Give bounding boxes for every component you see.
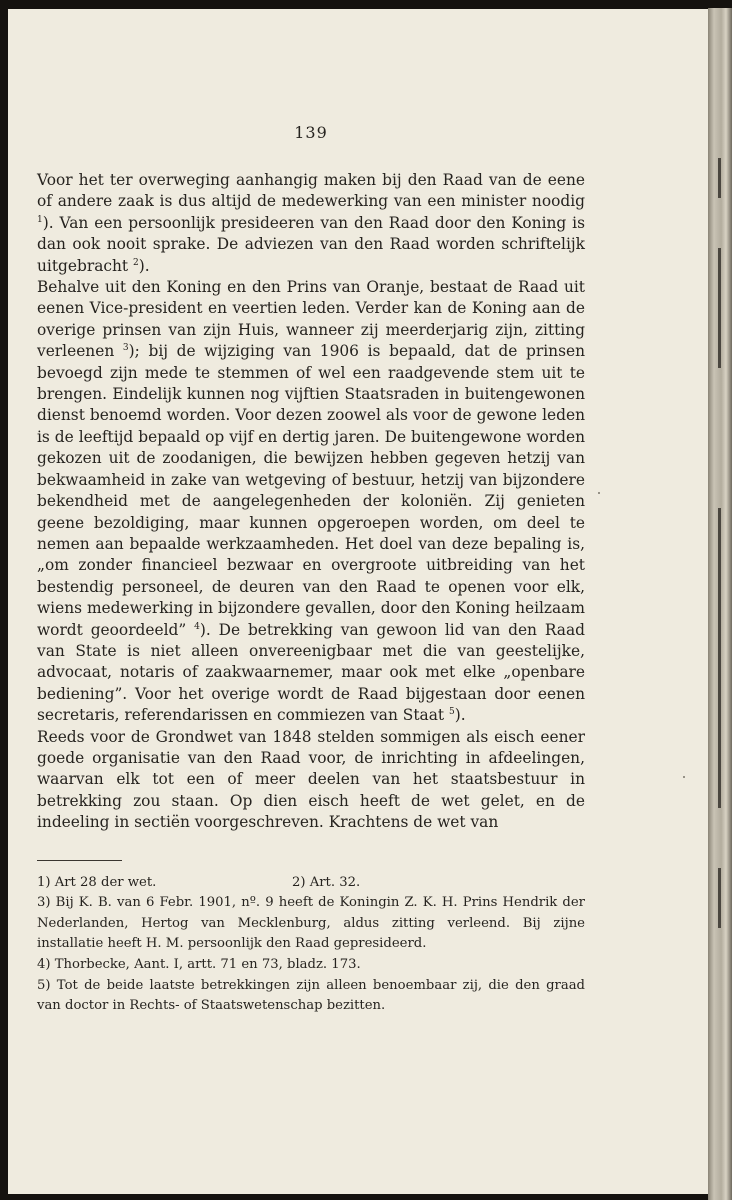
footnote-ref: 3 xyxy=(122,343,129,354)
text-run: ). Van een persoonlijk presideeren van den Raad door den Koning is dan ook nooit sprake. De adviezen van den Raad worden schriftelijk uitgebracht xyxy=(37,213,585,275)
footnote-3: 3) Bij K. B. van 6 Febr. 1901, nº. 9 heeft de Koningin Z. K. H. Prins Hendrik der Nederlanden, Hertog van Mecklenburg, aldus zitting verleend. Bij zijne installatie heeft H. M. persoonlijk den Raad gepresideerd. xyxy=(37,895,585,952)
footnote-rule xyxy=(37,860,122,861)
edge-mark xyxy=(718,158,721,198)
footnote-2: 2) Art. 32. xyxy=(292,874,361,890)
edge-mark xyxy=(718,508,721,808)
text-run: ); bij de wijziging van 1906 is bepaald, dat de prinsen bevoegd zijn mede te stemmen of wel een raadgevende stem uit te brengen. Eindelijk kunnen nog vijftien Staatsraden in buitengewonen dienst benoemd worden. Voor dezen zoowel als voor de gewone leden is de leeftijd bepaald op vijf en dertig jaren. De buitengewone worden gekozen uit de zoodanigen, die bewijzen hebben gegeven hetzij van bekwaamheid in zake van wetgeving of bestuur, hetzij van bijzondere bekendheid met de aangelegenheden der koloniën. Zij genieten geene bezoldiging, maar kunnen opgeroepen worden, om deel te nemen aan bepaalde werkzaamheden. Het doel van deze bepaling is, „om zonder financieel bezwaar en overgroote uitbreiding van het bestendig personeel, de deuren van den Raad te openen voor elk, wiens medewerking in bijzondere gevallen, door den Koning heilzaam wordt geoordeeld” xyxy=(37,342,586,639)
footnote-1: 1) Art 28 der wet. xyxy=(37,874,157,890)
speck xyxy=(598,492,600,494)
paragraph-2 xyxy=(37,277,585,727)
text-run: ). xyxy=(138,256,150,275)
paragraph-1 xyxy=(37,170,585,277)
footnote-ref: 5 xyxy=(448,707,455,718)
speck xyxy=(683,776,685,778)
footnote-ref: 1 xyxy=(37,214,43,225)
footnote-ref: 4 xyxy=(194,621,200,632)
footnote-row xyxy=(37,873,585,894)
paragraph-3: Reeds voor de Grondwet van 1848 stelden sommigen als eisch eener goede organisatie van den Raad voor, de inrichting in afdeelingen, waarvan elk tot een of meer deelen van het staatsbestuur in betrekking zou staan. Op dien eisch heeft de wet gelet, en de indeeling in sectiën voorgeschreven. Krachtens de wet van xyxy=(37,727,585,832)
page-stack-edge xyxy=(708,8,732,1200)
main-text xyxy=(37,170,585,834)
footnotes xyxy=(37,873,585,1017)
footnote-ref: 2 xyxy=(132,257,139,268)
page-text xyxy=(37,123,585,1017)
edge-mark xyxy=(718,868,721,928)
edge-mark xyxy=(718,248,721,368)
page-number: 139 xyxy=(294,123,328,142)
text-run: ). De betrekking van gewoon lid van den Raad van State is niet alleen onvereenigbaar met die van geestelijke, advocaat, notaris of zaakwaarnemer, maar ook met elke „openbare bediening”. Voor het overige wordt de Raad bijgestaan door eenen secretaris, referendarissen en commiezen van Staat xyxy=(37,620,585,725)
text-run: ). xyxy=(454,706,466,725)
text-run: Behalve uit den Koning en den Prins van Oranje, bestaat de Raad uit eenen Vice-president en veertien leden. Verder kan de Koning aan de overige prinsen van zijn Huis, wanneer zij meerderjarig zijn, zitting verleenen xyxy=(37,278,585,361)
footnote-4: 4) Thorbecke, Aant. I, artt. 71 en 73, bladz. 173. xyxy=(37,956,361,972)
text-run: Voor het ter overweging aanhangig maken bij den Raad van de eene of andere zaak is dus altijd de medewerking van een minister noodig xyxy=(37,171,585,211)
footnote-5: 5) Tot de beide laatste betrekkingen zijn alleen benoembaar zij, die den graad van doctor in Rechts- of Staatswetenschap bezitten. xyxy=(37,977,585,1014)
